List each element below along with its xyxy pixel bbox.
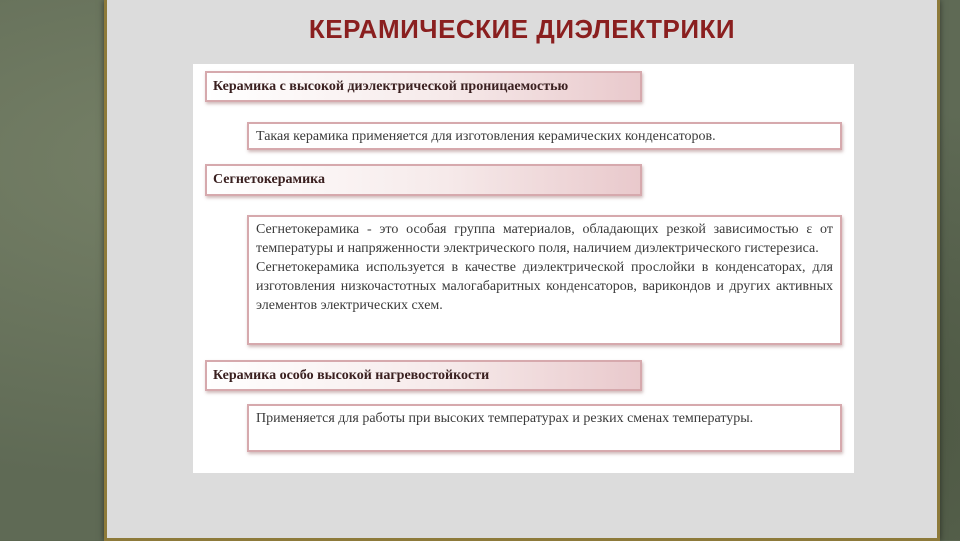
paragraph: Применяется для работы при высоких температурах и резких сменах температуры. xyxy=(256,411,754,426)
slide xyxy=(104,0,940,541)
section-heading-heat-resistant xyxy=(205,360,642,391)
section-heading-label: Керамика с высокой диэлектрической проницаемостью xyxy=(213,78,569,94)
slide-title: КЕРАМИЧЕСКИЕ ДИЭЛЕКТРИКИ xyxy=(308,14,736,44)
paragraph: Такая керамика применяется для изготовления керамических конденсаторов. xyxy=(256,129,716,144)
section-text-ferroceramics xyxy=(247,215,842,345)
section-heading-label: Сегнетокерамика xyxy=(213,172,325,187)
section-text-heat-resistant xyxy=(247,404,842,452)
section-heading-label: Керамика особо высокой нагревостойкости xyxy=(213,367,490,383)
paragraph: Сегнетокерамика используется в качестве диэлектрической прослойки в конденсаторах, для изготовления низкочастотных малогабаритных конденсаторов, варикондов и других активных элементов электрических схем. xyxy=(256,260,833,313)
content-panel xyxy=(193,64,854,473)
section-heading-high-permittivity xyxy=(205,71,642,102)
paragraph: Сегнетокерамика - это особая группа материалов, обладающих резкой зависимостью ε от температуры и напряженности электрического поля, наличием диэлектрического гистерезиса. xyxy=(256,222,833,256)
section-heading-ferroceramics xyxy=(205,164,642,196)
section-text-high-permittivity xyxy=(247,122,842,150)
